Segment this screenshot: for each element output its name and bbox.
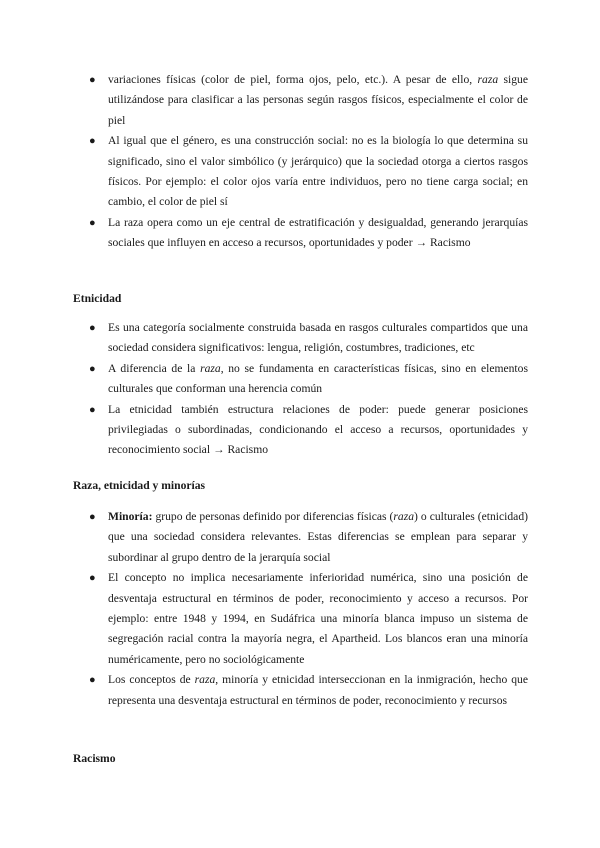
emphasis-term: raza: [200, 361, 221, 375]
bullet-icon: ●: [89, 216, 96, 229]
list-item: [89, 318, 528, 359]
etnicidad-section: [0, 318, 600, 461]
bullet-icon: ●: [89, 572, 96, 585]
bullet-text: ) o culturales (etnicidad) que una sociedad considera relevantes. Estas diferencias se emplean para separar y subordinar al grupo dentro de la jerarquía social: [108, 510, 528, 564]
list-item: [89, 568, 528, 670]
bullet-text: grupo de personas definido por diferencias físicas (: [155, 510, 394, 523]
emphasis-term: raza: [194, 673, 216, 687]
bullet-icon: ●: [89, 511, 96, 523]
bullet-text: La raza opera como un eje central de estratificación y desigualdad, generando jerarquías sociales que influyen en acceso a recursos, oportunidades y poder → Racismo: [108, 215, 528, 250]
bullet-text: Al igual que el género, es una construcción social: no es la biología lo que determina su significado, sino el valor simbólico (y jerárquico) que la sociedad otorga a ciertos rasgos físicos. Por ejemplo: el color ojos varía entre individuos, pero no tiene carga social; en cambio, el color de piel sí: [108, 134, 528, 209]
list-item: [89, 70, 528, 131]
bullet-icon: ●: [89, 674, 96, 687]
bullet-text: A diferencia de la: [108, 361, 196, 375]
raza-bullet-list: [0, 70, 600, 254]
emphasis-term: raza: [393, 510, 415, 523]
bullet-icon: ●: [89, 362, 96, 375]
bullet-icon: ●: [89, 135, 96, 148]
bullet-text: variaciones físicas (color de piel, forma ojos, pelo, etc.). A pesar de ello,: [108, 73, 473, 86]
bullet-icon: ●: [89, 74, 96, 86]
list-item: [89, 131, 528, 213]
bullet-icon: ●: [89, 322, 96, 334]
list-item: [89, 670, 528, 711]
bullet-text: sigue utilizándose para clasificar a las personas según rasgos físicos, especialmente el color de piel: [108, 73, 528, 127]
minorias-section: [0, 507, 600, 711]
bullet-text: Los conceptos de: [108, 673, 191, 687]
definition-term: Minoría:: [108, 510, 153, 523]
bullet-icon: ●: [89, 403, 96, 416]
raza-section: [0, 70, 600, 254]
emphasis-term: raza: [477, 73, 499, 86]
section-heading-minorias: Raza, etnicidad y minorías: [73, 479, 206, 492]
list-item: [89, 400, 528, 461]
etnicidad-bullet-list: [0, 318, 600, 461]
list-item: [89, 507, 528, 568]
section-heading-racismo: Racismo: [73, 752, 116, 765]
minorias-bullet-list: [0, 507, 600, 711]
bullet-text: La etnicidad también estructura relaciones de poder: puede generar posiciones privilegiadas o subordinadas, condicionando el acceso a recursos, oportunidades y reconocimiento social → Racismo: [108, 402, 528, 457]
list-item: [89, 213, 528, 254]
list-item: [89, 359, 528, 400]
bullet-text: Es una categoría socialmente construida basada en rasgos culturales compartidos que una sociedad considera significativos: lengua, religión, costumbres, tradiciones, etc: [108, 321, 528, 355]
section-heading-etnicidad: Etnicidad: [73, 292, 122, 305]
bullet-text: , minoría y etnicidad interseccionan en la inmigración, hecho que representa una desventaja estructural en términos de poder, reconocimiento y recursos: [108, 673, 528, 707]
bullet-text: , no se fundamenta en características físicas, sino en elementos culturales que conforman una herencia común: [108, 361, 528, 396]
bullet-text: El concepto no implica necesariamente inferioridad numérica, sino una posición de desventaja estructural en términos de poder, reconocimiento y acceso a recursos. Por ejemplo: entre 1948 y 1994, en Sudáfrica una minoría blanca impuso un sistema de segregación racial contra la mayoría negra, el Apartheid. Los blancos eran una minoría numéricamente, pero no sociológicamente: [108, 571, 528, 666]
